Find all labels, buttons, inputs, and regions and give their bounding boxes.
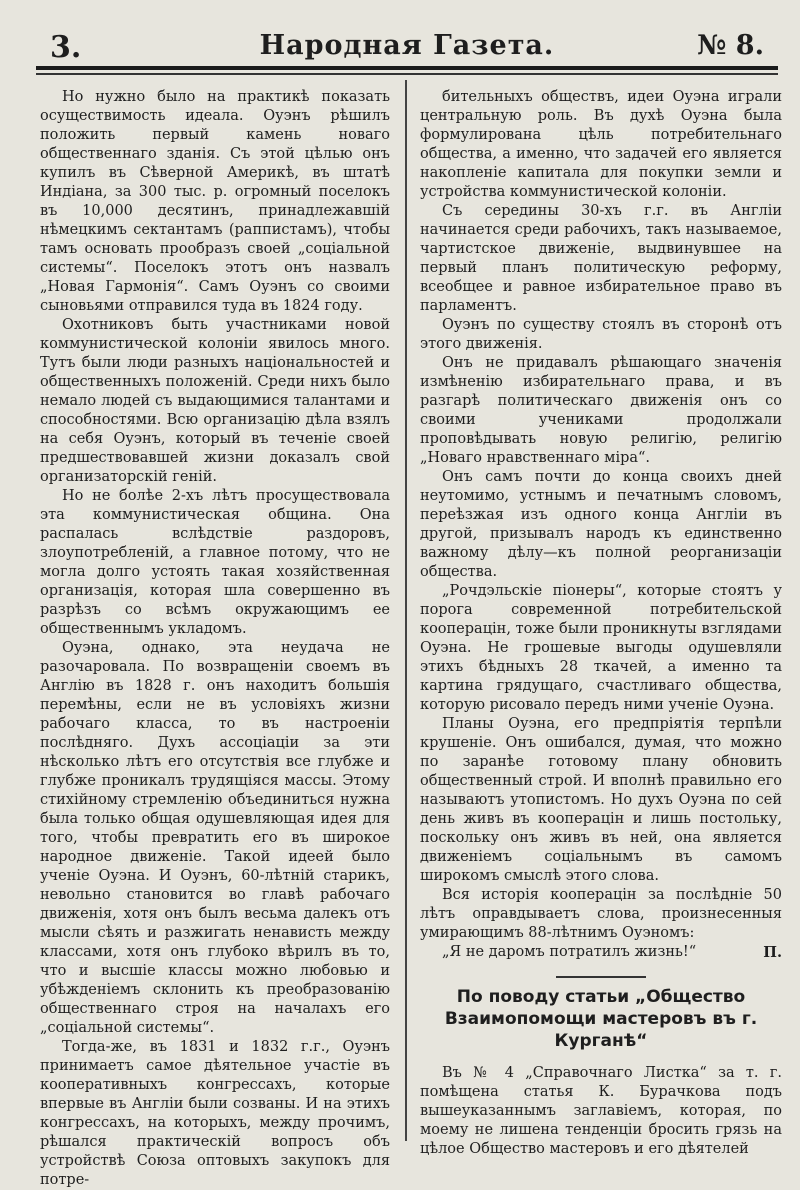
right-column	[420, 88, 782, 1157]
newspaper-title: Народная Газета.	[259, 30, 555, 61]
page-number: 3.	[50, 30, 82, 65]
paragraph: Въ № 4 „Справочнаго Листка“ за т. г. помѣщена статья К. Бурачкова подъ вышеуказаннымъ заглавіемъ, которая, по моему не лишена тенденціи бросить грязь на цѣлое Общество мастеровъ и его дѣятелей	[420, 1064, 782, 1157]
paragraph: Вся исторія кооперацін за послѣдніе 50 лѣтъ оправдываетъ слова, произнесенныя умирающимъ 88-лѣтнимъ Оуэномъ:	[420, 887, 782, 941]
paragraph: Но не болѣе 2-хъ лѣтъ просуществовала эта коммунистическая община. Она распалась вслѣдствіе раздоровъ, злоупотребленій, а главное потому, что не могла долго устоять такая хозяйственная организація, которая шла совершенно въ разрѣзъ со всѣмъ окружающимъ ее общественнымъ укладомъ.	[40, 488, 390, 637]
paragraph: Но нужно было на практикѣ показать осуществимость идеала. Оуэнъ рѣшилъ положить первый камень новаго общественнаго зданія. Съ этой цѣлью онъ купилъ въ Сѣверной Америкѣ, въ штатѣ Индіана, за 300 тыс. р. огромный поселокъ въ 10,000 десятинъ, принадлежавшій нѣмецкимъ сектантамъ (раппистамъ), чтобы тамъ основать прообразъ своей „соціальной системы“. Поселокъ этотъ онъ назвалъ „Новая Гармонія“. Самъ Оуэнъ со своими сыновьями отправился туда въ 1824 году.	[40, 89, 390, 314]
paragraph: Оуэна, однако, эта неудача не разочаровала. По возвращеніи своемъ въ Англію въ 1828 г. онъ находитъ большія перемѣны, если не въ условіяхъ жизни рабочаго класса, то въ настроеніи послѣдняго. Духъ ассоціаціи за эти нѣсколько лѣтъ его отсутствія все глубже и глубже проникалъ трудящіяся массы. Этому стихійному стремленію объединиться нужна была только общая одушевляющая идея для того, чтобы превратить его въ широкое народное движеніе. Такой идеей было ученіе Оуэна. И Оуэнъ, 60-лѣтній старикъ, невольно становится во главѣ рабочаго движенія, хотя онъ былъ весьма далекъ отъ мысли сѣять и разжигать ненависть между классами, хотя онъ глубоко вѣрилъ въ то, что и высшіе классы можно любовью и убѣжденіемъ склонить къ преобразованію общественнаго строя на началахъ его „соціальной системы“.	[40, 640, 390, 1036]
header-rule-thin	[36, 73, 778, 75]
left-column	[40, 88, 390, 1188]
issue-number: № 8.	[697, 30, 764, 61]
paragraph: Тогда-же, въ 1831 и 1832 г.г., Оуэнъ принимаетъ самое дѣятельное участіе въ кооперативныхъ конгрессахъ, которые впервые въ Англіи были созваны. И на этихъ конгрессахъ, на которыхъ, между прочимъ, рѣшался практическій вопросъ объ устройствѣ Союза оптовыхъ закупокъ для потре-	[40, 1039, 390, 1188]
paragraph: Планы Оуэна, его предпріятія терпѣли крушеніе. Онъ ошибался, думая, что можно по заранѣе готовому плану обновить общественный строй. И вполнѣ правильно его называютъ утопистомъ. Но духъ Оуэна по сей день живъ въ кооперацін и лишь постольку, поскольку онъ живъ въ ней, она является движеніемъ соціальнымъ въ самомъ широкомъ смыслѣ этого слова.	[420, 716, 782, 884]
paragraph: Оуэнъ по существу стоялъ въ сторонѣ отъ этого движенія.	[420, 317, 782, 352]
paragraph: Онъ не придавалъ рѣшающаго значенія измѣненію избирательнаго права, и въ разгарѣ политическаго движенія онъ со своими учениками продолжали проповѣдывать новую религію, религію „Новаго нравственнаго міра“.	[420, 355, 782, 466]
header-rule-thick	[36, 66, 778, 70]
quote-text: „Я не даромъ потратилъ жизнь!“	[442, 944, 697, 960]
article-title: По поводу статьи „Общество Взаимопомощи мастеровъ въ г. Курганѣ“	[444, 986, 758, 1051]
closing-quote	[420, 943, 782, 962]
section-divider	[556, 976, 646, 978]
paragraph: „Рочдэльскіе піонеры“, которые стоятъ у порога современной потребительской кооперацін, тоже были проникнуты взглядами Оуэна. Не грошевые выгоды одушевляли этихъ бѣдныхъ 28 ткачей, а именно та картина грядущаго, счастливаго общества, которую рисовало передъ ними ученіе Оуэна.	[420, 583, 782, 713]
column-divider	[405, 80, 407, 1141]
paragraph: Охотниковъ быть участниками новой коммунистической колоніи явилось много. Тутъ были люди разныхъ національностей и общественныхъ положеній. Среди нихъ было немало людей съ выдающимися талантами и способностями. Всю организацію дѣла взялъ на себя Оуэнъ, который въ теченіе своей предшествовавшей жизни доказалъ свой организаторскій геній.	[40, 317, 390, 485]
paragraph: Съ середины 30-хъ г.г. въ Англіи начинается среди рабочихъ, такъ называемое, чартистское движеніе, выдвинувшее на первый планъ политическую реформу, всеобщее и равное избирательное право въ парламентъ.	[420, 203, 782, 314]
author-signature: П.	[763, 944, 782, 961]
paragraph: Онъ самъ почти до конца своихъ дней неутомимо, устнымъ и печатнымъ словомъ, переѣзжая изъ одного конца Англіи въ другой, призывалъ народъ къ единственно важному дѣлу—къ полной реорганизаціи общества.	[420, 469, 782, 580]
paragraph: бительныхъ обществъ, идеи Оуэна играли центральную роль. Въ духѣ Оуэна была формулирована цѣль потребительнаго общества, а именно, что задачей его является накопленіе капитала для покупки земли и устройства коммунистической колоніи.	[420, 89, 782, 200]
page-header	[36, 20, 778, 68]
